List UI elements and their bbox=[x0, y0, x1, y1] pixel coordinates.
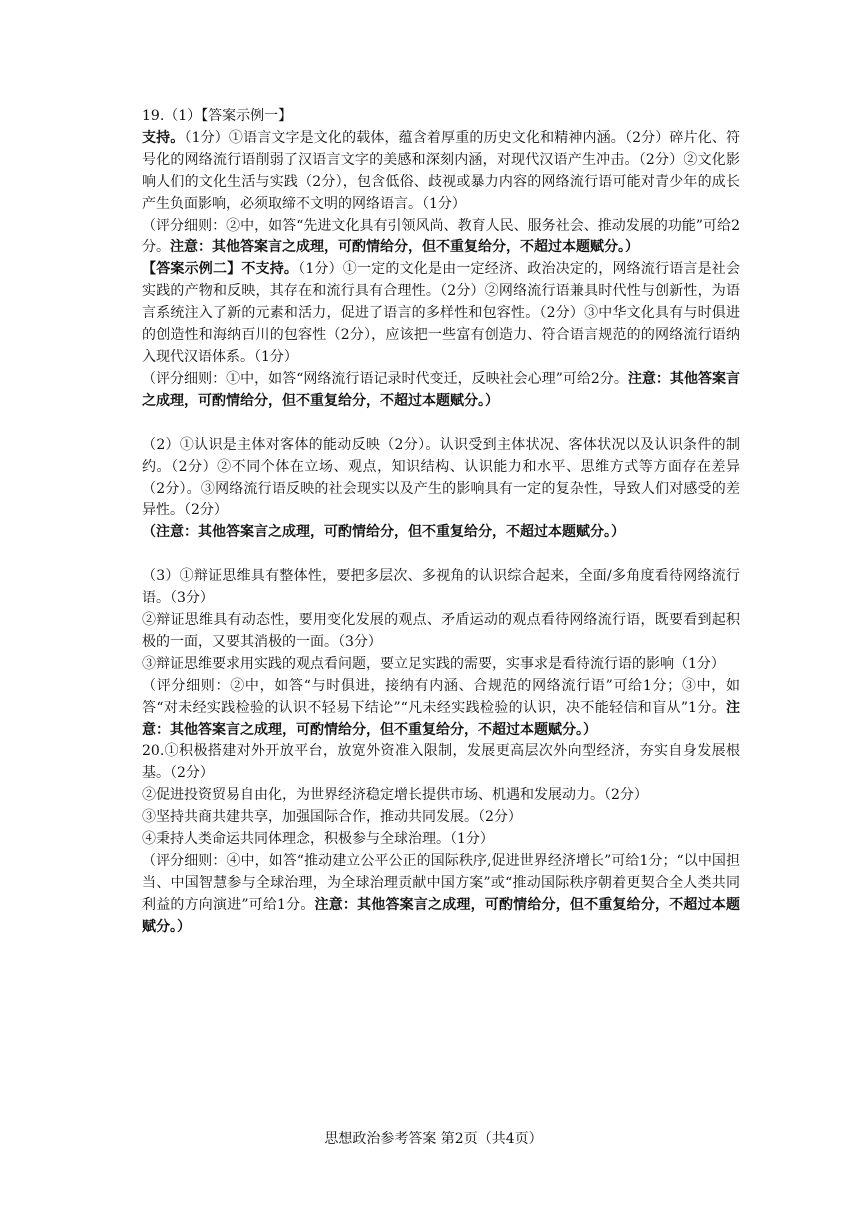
q19-part3-point2: ②辩证思维具有动态性，要用变化发展的观点、矛盾运动的观点看待网络流行语，既要看到起积极的一面，又要其消极的一面。（3分） bbox=[142, 612, 740, 650]
example2-body: （1分）①一定的文化是由一定经济、政治决定的，网络流行语言是社会实践的产物和反映，其存在和流行具有合理性。（2分）②网络流行语兼具时代性与创新性，为语言系统注入了新的元素和活力，促进了语言的多样性和包容性。（2分）③中华文化具有与时俱进的创造性和海纳百川的包容性（2分），应该把一些富有创造力、符合语言规范的的网络流行语纳入现代汉语体系。（1分） bbox=[142, 261, 741, 365]
example1-body: （1分）①语言文字是文化的载体，蕴含着厚重的历史文化和精神内涵。（2分）碎片化、符号化的网络流行语削弱了汉语言文字的美感和深刻内涵，对现代汉语产生冲击。（2分）②文化影响人们的文化生活与实践（2分），包含低俗、歧视或暴力内容的网络流行语可能对青少年的成长产生负面影响，必须取缔不文明的网络语言。（1分） bbox=[142, 129, 741, 212]
q19-example2-note bbox=[142, 369, 740, 413]
scoring-note: （评分细则：②中，如答“先进文化具有引领风尚、教育人民、服务社会、推动发展的功能”可给2分。 bbox=[142, 217, 740, 256]
scoring-note-bold: 注意：其他答案言之成理，可酌情给分，但不重复给分，不超过本题赋分。） bbox=[142, 896, 740, 935]
section-gap bbox=[142, 413, 740, 435]
q19-part2-body: （2）①认识是主体对客体的能动反映（2分）。认识受到主体状况、客体状况以及认识条件的制约。（2分）②不同个体在立场、观点，知识结构、认识能力和水平、思维方式等方面存在差异（2分）。③网络流行语反映的社会现实以及产生的影响具有一定的复杂性，导致人们对感受的差异性。（2分） bbox=[142, 436, 740, 519]
q19-part3-note bbox=[142, 676, 740, 742]
scoring-note-bold: 注意：其他答案言之成理，可酌情给分，但不重复给分，不超过本题赋分。） bbox=[142, 370, 740, 409]
q20-point1: 20.①积极搭建对外开放平台，放宽外资准入限制，发展更高层次外向型经济，夯实自身发展根基。（2分） bbox=[142, 743, 740, 782]
q20-point4: ④秉持人类命运共同体理念，积极参与全球治理。（1分） bbox=[142, 831, 494, 848]
q19-part3-point3: ③辩证思维要求用实践的观点看问题，要立足实践的需要，实事求是看待流行语的影响（1分） bbox=[142, 655, 725, 672]
q19-example1-note bbox=[142, 216, 740, 260]
scoring-note: （评分细则：①中，如答“网络流行语记录时代变迁，反映社会心理”可给2分。 bbox=[142, 370, 628, 387]
q20-point3: ③坚持共商共建共享，加强国际合作，推动共同发展。（2分） bbox=[142, 809, 522, 826]
example2-stance: 【答案示例二】不支持。 bbox=[142, 261, 299, 278]
q19-part3-point1: （3）①辩证思维具有整体性，要把多层次、多视角的认识综合起来，全面/多角度看待网络流行语。（3分） bbox=[142, 568, 740, 607]
scoring-note-bold: 注意：其他答案言之成理，可酌情给分，但不重复给分，不超过本题赋分。） bbox=[170, 239, 639, 256]
q19-part1 bbox=[142, 106, 740, 413]
q19-heading: 19.（1）【答案示例一】 bbox=[142, 108, 293, 124]
page-footer: 思想政治参考答案 第2页（共4页） bbox=[324, 1131, 543, 1147]
q20 bbox=[142, 741, 740, 938]
scoring-note: （评分细则：②中，如答“与时俱进，接纳有内涵、合规范的网络流行语”可给1分；③中，如答“对未经实践检验的认识不轻易下结论”“凡未经实践检验的认识，决不能轻信和盲从”1分。 bbox=[142, 677, 740, 716]
q19-part2 bbox=[142, 435, 740, 545]
q19-part3 bbox=[142, 566, 740, 741]
scoring-note-bold: 注意：其他答案言之成理，可酌情给分，但不重复给分，不超过本题赋分。） bbox=[142, 699, 740, 738]
scoring-note: （评分细则：④中，如答“推动建立公平公正的国际秩序,促进世界经济增长”可给1分；“以中国担当、中国智慧参与全球治理，为全球治理贡献中国方案”或“推动国际秩序朝着更契合全人类共同利益的方向演进”可给1分。 bbox=[142, 853, 740, 913]
q19-example1 bbox=[142, 128, 740, 216]
answer-content bbox=[142, 106, 740, 939]
q20-note bbox=[142, 851, 740, 939]
q20-point2: ②促进投资贸易自由化，为世界经济稳定增长提供市场、机遇和发展动力。（2分） bbox=[142, 787, 648, 804]
section-gap bbox=[142, 544, 740, 566]
q19-example2 bbox=[142, 259, 740, 369]
example1-stance: 支持。 bbox=[142, 129, 185, 146]
q19-part2-note: （注意：其他答案言之成理，可酌情给分，但不重复给分，不超过本题赋分。） bbox=[142, 524, 625, 541]
